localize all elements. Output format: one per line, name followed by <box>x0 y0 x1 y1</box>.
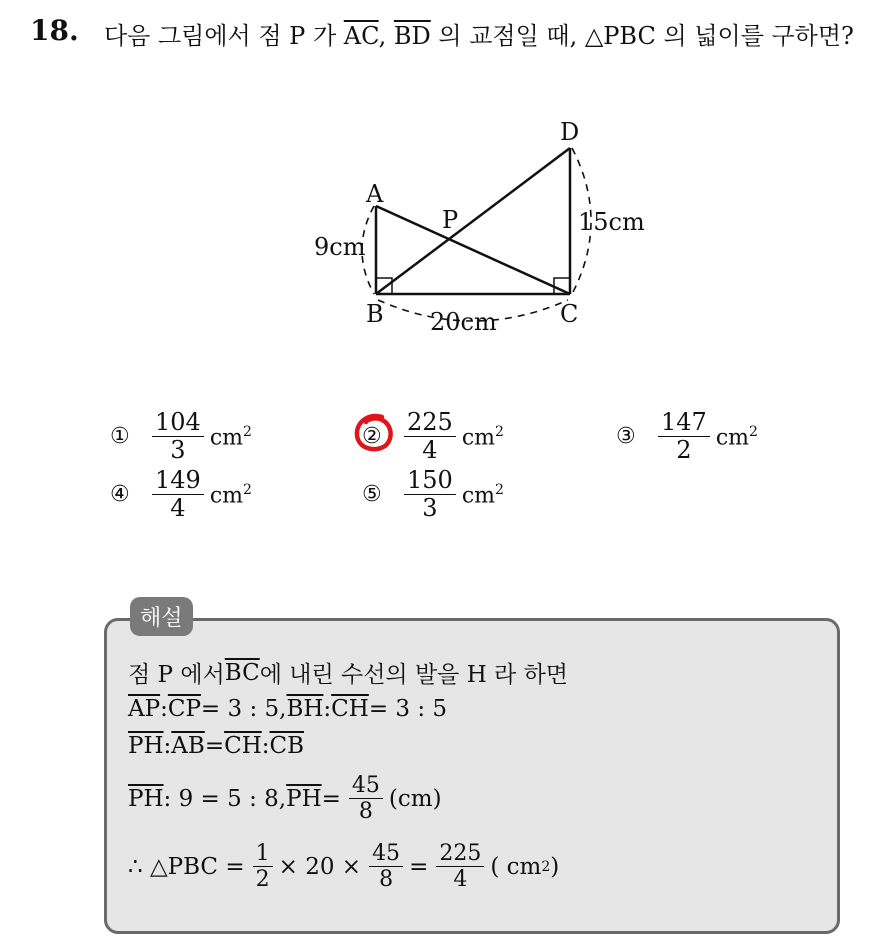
text: (cm) <box>388 785 442 812</box>
fraction <box>349 774 383 823</box>
text: = 3 : 5, <box>200 696 287 722</box>
text: = <box>409 853 429 880</box>
segment-ap: $\overline{AP}$ <box>128 696 161 722</box>
choice-fraction <box>404 410 456 463</box>
question-text <box>104 16 864 56</box>
choice-3[interactable] <box>616 410 758 463</box>
unit: $cm^2$ <box>461 481 504 508</box>
text: : <box>261 733 270 759</box>
text: : <box>323 696 332 722</box>
text: = <box>321 785 341 812</box>
exponent: 2 <box>541 858 551 875</box>
numerator: 150 <box>404 468 456 495</box>
segment-ac-line <box>376 206 570 294</box>
text: : 9 = 5 : 8, <box>163 785 287 812</box>
choice-fraction <box>658 410 710 463</box>
segment-ph: $\overline{PH}$ <box>128 785 164 812</box>
segment-bh: $\overline{BH}$ <box>286 696 324 722</box>
numerator: 147 <box>658 410 710 437</box>
segment-cp: $\overline{CP}$ <box>167 696 201 722</box>
unit: $cm^2$ <box>715 423 758 450</box>
label-p: P <box>442 206 459 234</box>
text: ∴ △PBC = <box>128 853 245 880</box>
segment-ph: $\overline{PH}$ <box>286 785 322 812</box>
label-b: B <box>366 300 384 328</box>
text: 에 내린 수선의 발을 H 라 하면 <box>259 662 569 688</box>
denominator: 8 <box>379 867 394 893</box>
fraction <box>436 842 484 891</box>
label-c: C <box>560 300 579 328</box>
text: ) <box>550 853 560 880</box>
choice-fraction <box>152 410 204 463</box>
solution-line-1 <box>128 656 568 689</box>
question-text-before: 다음 그림에서 점 P 가 <box>104 22 344 50</box>
choice-number: ③ <box>616 424 636 450</box>
solution-line-2 <box>128 696 447 722</box>
segment-bd: $\overline{BD}$ <box>393 22 431 50</box>
segment-ac: $\overline{AC}$ <box>343 22 379 50</box>
length-ab: 9cm <box>314 233 366 261</box>
solution-tag: 해설 <box>130 597 193 636</box>
question-text-after: 의 교점일 때, △PBC 의 넓이를 구하면? <box>430 22 854 50</box>
numerator: 149 <box>152 468 204 495</box>
length-bc: 20cm <box>430 308 497 336</box>
text: = <box>204 733 225 759</box>
choice-number: ④ <box>110 482 130 508</box>
text: 점 P 에서 <box>128 662 225 688</box>
question-number: 18. <box>30 14 79 47</box>
solution-line-4 <box>128 774 442 823</box>
unit: $cm^2$ <box>209 423 252 450</box>
text: = 3 : 5 <box>368 696 448 722</box>
text: × 20 × <box>278 853 362 880</box>
numerator: 45 <box>349 774 383 799</box>
text: ( cm <box>490 853 542 880</box>
choice-fraction <box>152 468 204 521</box>
label-a: A <box>366 180 384 208</box>
denominator: 2 <box>676 436 692 465</box>
numerator: 225 <box>404 410 456 437</box>
geometry-figure <box>290 110 670 340</box>
denominator: 4 <box>422 436 438 465</box>
segment-bd-line <box>376 148 570 294</box>
text: : <box>160 696 168 722</box>
question-sep: , <box>378 22 394 50</box>
segment-ch: $\overline{CH}$ <box>331 696 369 722</box>
solution-line-3 <box>128 733 304 759</box>
answer-choices <box>0 400 884 540</box>
numerator: 225 <box>436 842 484 867</box>
denominator: 4 <box>453 867 468 893</box>
choice-4[interactable] <box>110 468 252 521</box>
denominator: 8 <box>358 799 373 825</box>
denominator: 3 <box>170 436 186 465</box>
answer-mark-circle <box>352 411 396 455</box>
denominator: 2 <box>255 867 270 893</box>
fraction <box>369 842 403 891</box>
unit: $cm^2$ <box>461 423 504 450</box>
fraction <box>253 842 273 891</box>
choice-1[interactable] <box>110 410 252 463</box>
numerator: 45 <box>369 842 403 867</box>
choice-number: ① <box>110 424 130 450</box>
segment-ab: $\overline{AB}$ <box>171 733 205 759</box>
segment-bc: $\overline{BC}$ <box>224 659 260 686</box>
choice-fraction <box>404 468 456 521</box>
numerator: 1 <box>253 842 273 867</box>
text: : <box>163 733 172 759</box>
label-d: D <box>560 118 580 146</box>
denominator: 4 <box>170 494 186 523</box>
length-cd: 15cm <box>578 208 645 236</box>
segment-ph: $\overline{PH}$ <box>128 733 164 759</box>
choice-number: ② <box>362 424 382 450</box>
choice-5[interactable] <box>362 468 504 521</box>
numerator: 104 <box>152 410 204 437</box>
denominator: 3 <box>422 494 438 523</box>
choice-number: ⑤ <box>362 482 382 508</box>
unit: $cm^2$ <box>209 481 252 508</box>
solution-line-5 <box>128 842 559 891</box>
segment-ch: $\overline{CH}$ <box>224 733 262 759</box>
segment-cb: $\overline{CB}$ <box>269 733 304 759</box>
